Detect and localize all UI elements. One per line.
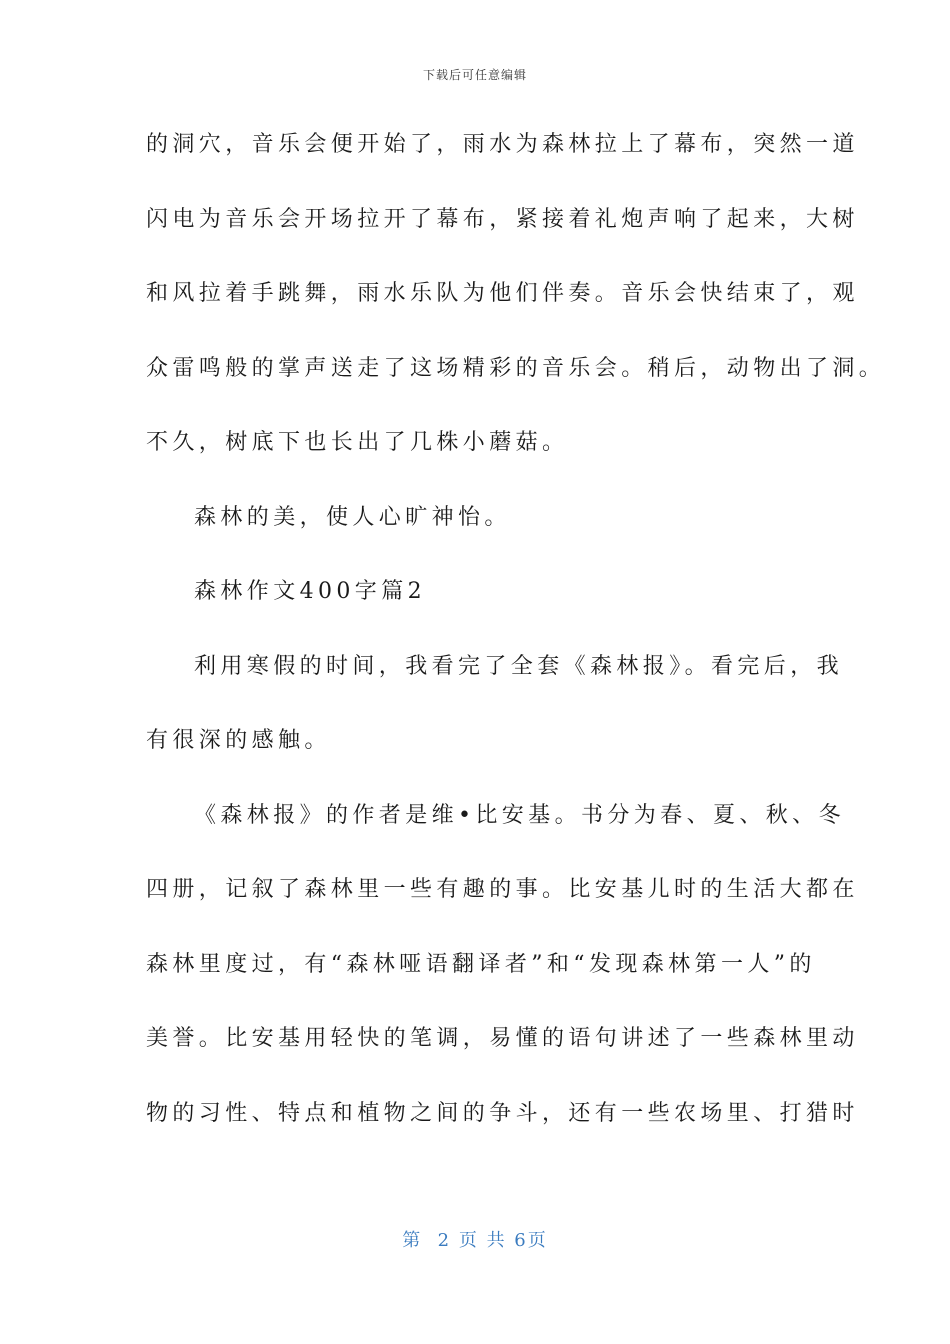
page-number-footer: 第 2 页 共 6页 [402, 1230, 548, 1251]
text-line-1: 的洞穴，音乐会便开始了，雨水为森林拉上了幕布，突然一道 [146, 132, 859, 157]
text-line-10: 《森林报》的作者是维•比安基。书分为春、夏、秋、冬 [194, 802, 845, 828]
text-line-8: 利用寒假的时间，我看完了全套《森林报》。看完后，我 [194, 653, 844, 679]
text-line-12: 森林里度过，有“森林哑语翻译者”和“发现森林第一人”的 [146, 951, 816, 977]
text-line-13: 美誉。比安基用轻快的笔调，易懂的语句讲述了一些森林里动 [146, 1026, 859, 1051]
text-line-6: 森林的美，使人心旷神怡。 [194, 504, 511, 530]
text-line-11: 四册，记叙了森林里一些有趣的事。比安基儿时的生活大都在 [146, 877, 859, 902]
text-line-3: 和风拉着手跳舞，雨水乐队为他们伴奏。音乐会快结束了，观 [146, 281, 859, 306]
document-body [146, 120, 886, 1163]
text-line-2: 闪电为音乐会开场拉开了幕布，紧接着礼炮声响了起来，大树 [146, 206, 859, 232]
text-line-5: 不久，树底下也长出了几株小蘑菇。 [146, 430, 569, 455]
text-line-4: 众雷鸣般的掌声送走了这场精彩的音乐会。稍后，动物出了洞。 [146, 355, 886, 381]
page-header: 下载后可任意编辑 [422, 68, 527, 82]
text-line-14: 物的习性、特点和植物之间的争斗，还有一些农场里、打猎时 [146, 1100, 859, 1126]
text-line-9: 有很深的感触。 [146, 728, 331, 753]
section-heading: 森林作文400字篇2 [194, 579, 426, 604]
